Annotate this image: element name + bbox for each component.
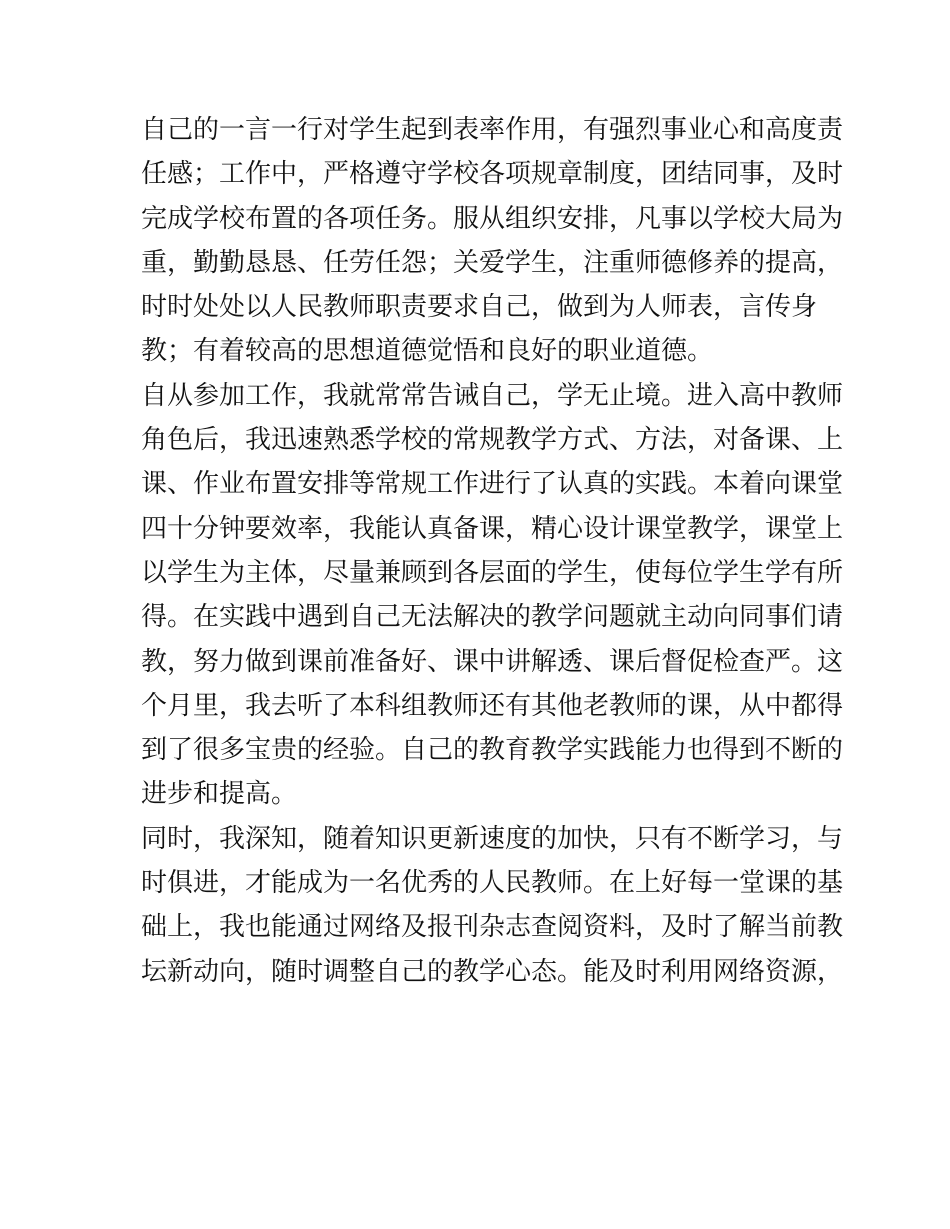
text-line: 四十分钟要效率，我能认真备课，精心设计课堂教学，课堂上	[141, 513, 844, 544]
text-line: 课、作业布置安排等常规工作进行了认真的实践。本着向课堂	[141, 469, 844, 500]
text-line: 自己的一言一行对学生起到表率作用，有强烈事业心和高度责	[141, 115, 844, 145]
text-line: 时俱进，才能成为一名优秀的人民教师。在上好每一堂课的基	[141, 868, 844, 899]
text-line: 完成学校布置的各项任务。服从组织安排，凡事以学校大局为	[141, 203, 844, 234]
text-line: 任感；工作中，严格遵守学校各项规章制度，团结同事，及时	[141, 159, 844, 190]
text-line: 进步和提高。	[141, 779, 298, 810]
text-line: 自从参加工作，我就常常告诫自己，学无止境。进入高中教师	[141, 380, 844, 411]
text-line: 重，勤勤恳恳、任劳任怨；关爱学生，注重师德修养的提高，	[141, 247, 844, 278]
text-line: 以学生为主体，尽量兼顾到各层面的学生，使每位学生学有所	[141, 557, 844, 588]
text-line: 时时处处以人民教师职责要求自己，做到为人师表，言传身	[141, 292, 818, 323]
text-line: 坛新动向，随时调整自己的教学心态。能及时利用网络资源，	[141, 956, 844, 987]
body-text	[141, 108, 844, 994]
text-line: 同时，我深知，随着知识更新速度的加快，只有不断学习，与	[141, 823, 844, 854]
text-line: 教；有着较高的思想道德觉悟和良好的职业道德。	[141, 336, 714, 367]
text-line: 础上，我也能通过网络及报刊杂志查阅资料，及时了解当前教	[141, 912, 844, 943]
text-line: 得。在实践中遇到自己无法解决的教学问题就主动向同事们请	[141, 602, 844, 633]
text-line: 个月里，我去听了本科组教师还有其他老教师的课，从中都得	[141, 690, 844, 721]
text-line: 到了很多宝贵的经验。自己的教育教学实践能力也得到不断的	[141, 735, 844, 766]
text-line: 角色后，我迅速熟悉学校的常规教学方式、方法，对备课、上	[141, 425, 844, 456]
text-line: 教，努力做到课前准备好、课中讲解透、课后督促检查严。这	[141, 646, 844, 677]
